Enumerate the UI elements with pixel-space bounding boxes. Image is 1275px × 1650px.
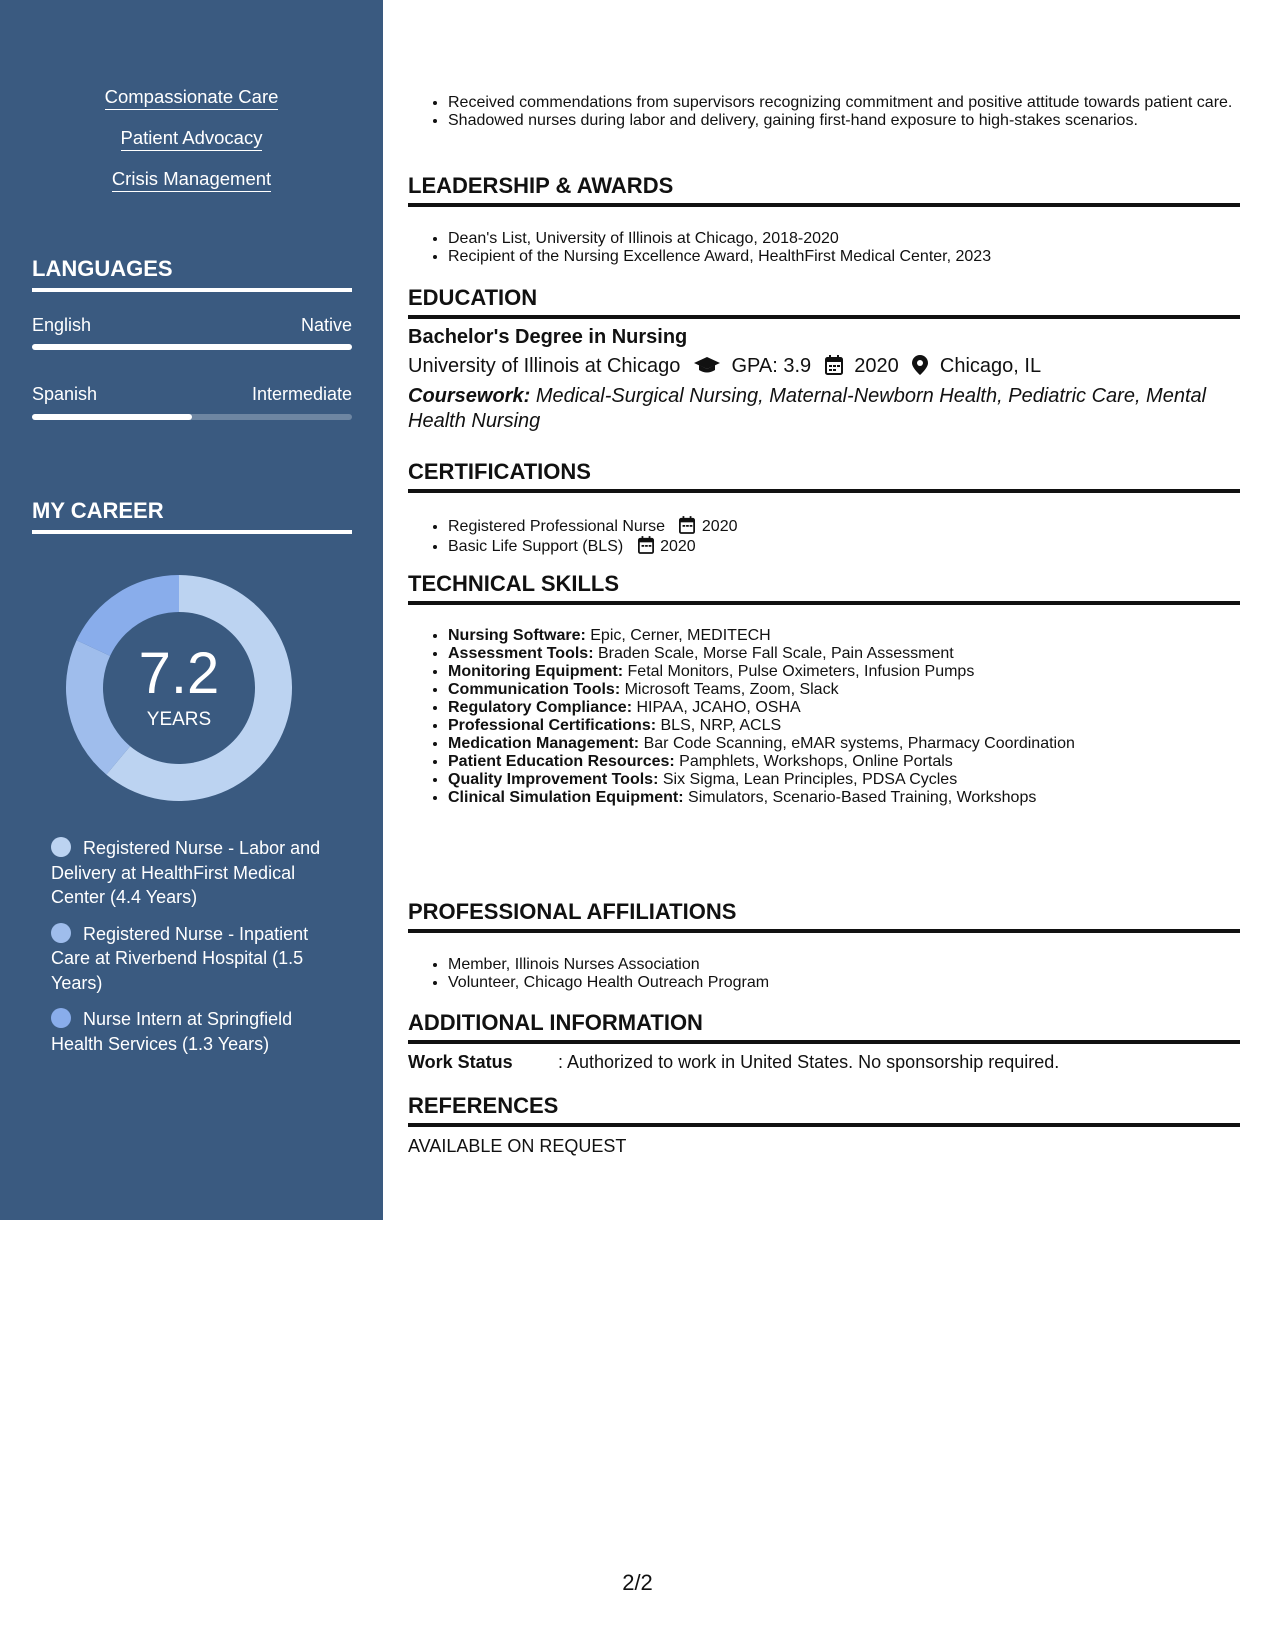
skill-item: Patient Advocacy bbox=[121, 127, 263, 151]
skill-values: Pamphlets, Workshops, Online Portals bbox=[679, 753, 953, 770]
skill-values: Microsoft Teams, Zoom, Slack bbox=[624, 681, 839, 698]
calendar-icon bbox=[638, 536, 654, 554]
career-legend bbox=[51, 836, 341, 1068]
references-text: AVAILABLE ON REQUEST bbox=[408, 1136, 627, 1156]
language-bar bbox=[32, 414, 352, 420]
work-status-value: : Authorized to work in United States. No sponsorship required. bbox=[558, 1052, 1060, 1072]
leadership-list bbox=[408, 214, 1240, 282]
language-level: Intermediate bbox=[251, 384, 352, 404]
career-donut-slice bbox=[66, 640, 130, 774]
certification-item bbox=[448, 536, 1240, 556]
career-total-unit: YEARS bbox=[146, 709, 212, 730]
language-level: Native bbox=[300, 315, 352, 335]
affiliations-heading: PROFESSIONAL AFFILIATIONS bbox=[408, 899, 1240, 933]
coursework bbox=[408, 384, 1240, 434]
skill-category: Quality Improvement Tools: bbox=[448, 771, 659, 788]
technical-skills-list bbox=[408, 611, 1240, 823]
list-item bbox=[448, 753, 1240, 771]
language-row bbox=[32, 315, 352, 336]
references-heading: REFERENCES bbox=[408, 1093, 1240, 1127]
gpa-value: GPA: 3.9 bbox=[731, 355, 812, 378]
additional-info-heading: ADDITIONAL INFORMATION bbox=[408, 1010, 1240, 1044]
language-bar-fill bbox=[32, 344, 352, 350]
graduation-year: 2020 bbox=[854, 355, 899, 378]
skill-category: Nursing Software: bbox=[448, 627, 586, 644]
skill-values: BLS, NRP, ACLS bbox=[660, 717, 782, 734]
page-number: 2/2 bbox=[622, 1570, 653, 1595]
list-item bbox=[448, 735, 1240, 753]
map-pin-icon bbox=[912, 355, 928, 375]
skill-values: HIPAA, JCAHO, OSHA bbox=[636, 699, 801, 716]
graduation-cap-icon bbox=[694, 355, 720, 375]
career-legend-item bbox=[51, 1007, 341, 1056]
skill-category: Assessment Tools: bbox=[448, 645, 594, 662]
list-item: • Volunteer, Chicago Health Outreach Program bbox=[448, 974, 1240, 992]
skill-values: Simulators, Scenario-Based Training, Workshops bbox=[688, 789, 1037, 806]
career-donut-chart bbox=[66, 575, 292, 801]
degree-title: Bachelor's Degree in Nursing bbox=[408, 326, 688, 348]
career-legend-label: Registered Nurse - Inpatient Care at Riverbend Hospital (1.5 Years) bbox=[51, 923, 309, 993]
coursework-label: Coursework: bbox=[408, 385, 531, 408]
list-item bbox=[448, 645, 1240, 663]
list-item: • Recipient of the Nursing Excellence Award, HealthFirst Medical Center, 2023 bbox=[448, 248, 1240, 266]
leadership-heading: LEADERSHIP & AWARDS bbox=[408, 173, 1240, 207]
skill-item: Crisis Management bbox=[112, 168, 271, 192]
list-item bbox=[448, 789, 1240, 807]
certification-year: 2020 bbox=[701, 518, 738, 535]
education-heading: EDUCATION bbox=[408, 285, 1240, 319]
certifications-list bbox=[408, 500, 1240, 572]
certification-item bbox=[448, 516, 1240, 536]
career-total-value: 7.2 bbox=[138, 641, 220, 706]
skills-list bbox=[0, 86, 383, 209]
calendar-icon bbox=[825, 355, 843, 375]
language-bar-fill bbox=[32, 414, 192, 420]
school-name: University of Illinois at Chicago bbox=[408, 355, 681, 378]
coursework-text: Medical-Surgical Nursing, Maternal-Newborn Health, Pediatric Care, Mental Health Nursing bbox=[408, 385, 1207, 433]
affiliations-list bbox=[408, 940, 1240, 1008]
skill-item: Compassionate Care bbox=[105, 86, 279, 110]
list-item bbox=[448, 627, 1240, 645]
skill-values: Bar Code Scanning, eMAR systems, Pharmacy Coordination bbox=[643, 735, 1075, 752]
skill-values: Fetal Monitors, Pulse Oximeters, Infusion Pumps bbox=[627, 663, 975, 680]
skill-category: Communication Tools: bbox=[448, 681, 621, 698]
list-item bbox=[448, 771, 1240, 789]
language-name: Spanish bbox=[32, 384, 98, 404]
skill-category: Professional Certifications: bbox=[448, 717, 657, 734]
skill-category: Patient Education Resources: bbox=[448, 753, 675, 770]
school-location: Chicago, IL bbox=[939, 355, 1042, 378]
skill-values: Epic, Cerner, MEDITECH bbox=[590, 627, 771, 644]
skill-category: Medication Management: bbox=[448, 735, 640, 752]
language-name: English bbox=[32, 315, 92, 335]
list-item bbox=[448, 681, 1240, 699]
technical-skills-heading: TECHNICAL SKILLS bbox=[408, 571, 1240, 605]
career-heading: MY CAREER bbox=[32, 498, 352, 534]
legend-dot-icon bbox=[51, 837, 71, 857]
career-legend-label: Nurse Intern at Springfield Health Services (1.3 Years) bbox=[51, 1009, 293, 1054]
skill-category: Regulatory Compliance: bbox=[448, 699, 633, 716]
list-item: • Dean's List, University of Illinois at Chicago, 2018-2020 bbox=[448, 230, 1240, 248]
career-legend-item bbox=[51, 922, 341, 996]
list-item: • Received commendations from supervisors recognizing commitment and positive attitude towards patient care. bbox=[448, 94, 1240, 112]
list-item bbox=[448, 663, 1240, 681]
career-legend-item bbox=[51, 836, 341, 910]
certifications-heading: CERTIFICATIONS bbox=[408, 459, 1240, 493]
sidebar bbox=[0, 0, 383, 1220]
certification-name: Basic Life Support (BLS) bbox=[448, 538, 624, 555]
list-item: • Member, Illinois Nurses Association bbox=[448, 956, 1240, 974]
skill-category: Monitoring Equipment: bbox=[448, 663, 624, 680]
work-status-row bbox=[408, 1052, 1240, 1073]
legend-dot-icon bbox=[51, 1008, 71, 1028]
work-status-label: Work Status bbox=[408, 1052, 513, 1072]
language-bar bbox=[32, 344, 352, 350]
list-item bbox=[448, 699, 1240, 717]
skill-values: Braden Scale, Morse Fall Scale, Pain Assessment bbox=[597, 645, 954, 662]
legend-dot-icon bbox=[51, 923, 71, 943]
calendar-icon bbox=[679, 516, 695, 534]
experience-bullets bbox=[408, 78, 1240, 146]
certification-year: 2020 bbox=[660, 538, 696, 555]
list-item: • Shadowed nurses during labor and delivery, gaining first-hand exposure to high-stakes scenarios. bbox=[448, 112, 1240, 130]
list-item bbox=[448, 717, 1240, 735]
skill-values: Six Sigma, Lean Principles, PDSA Cycles bbox=[662, 771, 958, 788]
languages-heading: LANGUAGES bbox=[32, 256, 352, 292]
certification-name: Registered Professional Nurse bbox=[448, 518, 665, 535]
career-legend-label: Registered Nurse - Labor and Delivery at HealthFirst Medical Center (4.4 Years) bbox=[51, 838, 321, 907]
language-row bbox=[32, 384, 352, 405]
education-meta bbox=[408, 355, 1240, 378]
skill-category: Clinical Simulation Equipment: bbox=[448, 789, 684, 806]
education-block bbox=[408, 326, 1240, 434]
